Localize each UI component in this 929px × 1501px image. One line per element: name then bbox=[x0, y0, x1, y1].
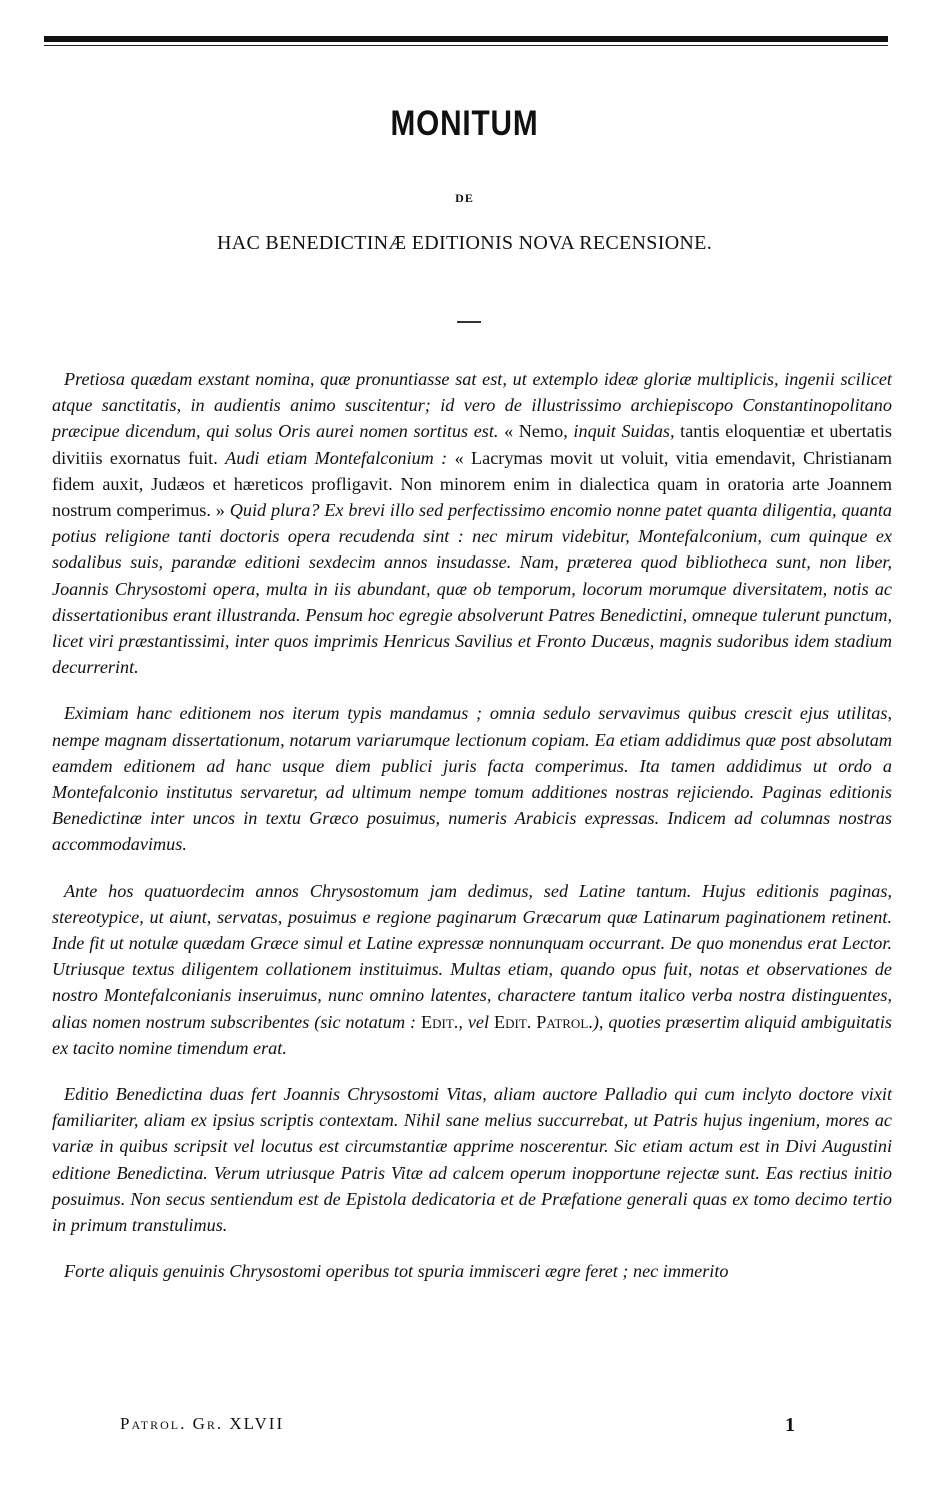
p1-italic-g: Quid plura? Ex brevi illo sed perfectissimo encomio nonne patet quanta diligentia, quanta potius religione tanti doctoris opera recudenda sint : nec mirum videbitur, Montefalconium, cum quinque ex sodalibus suis, parandæ editioni sexdecim annos insudasse. Nam, præterea quod bibliotheca sunt, non liber, Joannis Chrysostomi opera, multa in iis abundant, quæ ob temporum, locorum morumque diversitatem, notis ac dissertationibus erant illustranda. Pensum hoc egregie absolverunt Patres Benedictini, omneque tulerunt punctum, licet viri præstantissimi, inter quos imprimis Henricus Savilius et Fronto Ducæus, magnis sudoribus idem stadium decurrerint. bbox=[52, 500, 892, 678]
paragraph-5: Forte aliquis genuinis Chrysostomi operibus tot spuria immisceri ægre feret ; nec immerito bbox=[64, 1261, 729, 1282]
p3-text-e: ), quoties præsertim aliquid ambiguitatis ex tacito nomine timendum erat. bbox=[52, 1011, 892, 1058]
p1-roman-b: « Nemo, bbox=[504, 421, 574, 442]
separator-dash bbox=[457, 321, 481, 323]
p1-roman-f: « Lacrymas movit ut voluit, vitia emendavit, Christianam fidem auxit, Judæos et hæreticos profligavit. Non minorem enim in dialectica quam in oratoria arte Joannem nostrum comperimus. » bbox=[52, 447, 892, 521]
p3-edit-abbrev: Edit. bbox=[421, 1011, 459, 1032]
page-title: MONITUM bbox=[390, 104, 539, 143]
title-connector: DE bbox=[455, 191, 474, 205]
p1-roman-d: tantis eloquentiæ et ubertatis divitiis exornatus fuit. bbox=[52, 421, 893, 468]
top-rule-thin bbox=[44, 45, 888, 46]
top-rule bbox=[44, 36, 888, 42]
p3-edit-patrol-abbrev: Edit. Patrol. bbox=[494, 1011, 593, 1032]
p3-text-a: Ante hos quatuordecim annos Chrysostomum jam dedimus, sed Latine tantum. Hujus editionis paginas, stereotypice, ut aiunt, servatas, posuimus e regione paginarum Græcarum quæ Latinarum paginationem retinent. Inde fit ut notulæ quædam Græce simul et Latine expressæ nonnunquam occurrant. De quo monendus erat Lector. Utriusque textus diligentem collationem instituimus. Multas etiam, quando opus fuit, notas et observationes de nostro Montefalconianis inseruimus, nunc omnino latentes, charactere tantum italico verba nostra distinguentes, alias nomen nostrum subscribentes (sic notatum : bbox=[52, 880, 892, 1032]
footer-signature: Patrol. Gr. XLVII bbox=[120, 1414, 285, 1433]
page-number: 1 bbox=[785, 1414, 795, 1436]
page-subtitle: HAC BENEDICTINÆ EDITIONIS NOVA RECENSIONE. bbox=[217, 232, 712, 254]
p3-text-c: , vel bbox=[458, 1011, 494, 1032]
paragraph-3 bbox=[52, 878, 892, 1061]
paragraph-2: Eximiam hanc editionem nos iterum typis mandamus ; omnia sedulo servavimus quibus crescit ejus utilitas, nempe magnam dissertationum, notarum variarumque lectionum copiam. Ea etiam addidimus quæ post absolutam eamdem editionem ad hanc usque diem publici juris facta comperimus. Ita tamen addidimus ut ordo a Montefalconio institutus servaretur, ad ultimum nempe tomum additiones nostras rejiciendo. Paginas editionis Benedictinæ inter uncos in textu Græco posuimus, numeris Arabicis expressas. Indicem ad columnas nostras accommodavimus. bbox=[52, 703, 892, 855]
p1-italic-a: Pretiosa quædam exstant nomina, quæ pronuntiasse sat est, ut extemplo ideæ gloriæ multiplicis, ingenii scilicet atque sanctitatis, in audientis animo suscitentur; id vero de illustrissimo archiepiscopo Constantinopolitano præcipue dicendum, qui solus Oris aurei nomen sortitus est. bbox=[52, 369, 892, 442]
body-text bbox=[52, 366, 892, 1285]
paragraph-1 bbox=[52, 366, 892, 680]
paragraph-4: Editio Benedictina duas fert Joannis Chrysostomi Vitas, aliam auctore Palladio qui cum inclyto doctore vixit familiariter, aliam ex ipsius scriptis contextam. Nihil sane melius succurrebat, ut Patris hujus ingenium, mores ac variæ in quibus scripsit vel locutus est circumstantiæ apprime noscerentur. Sic etiam actum est in Divi Augustini editione Benedictina. Verum utriusque Patris Vitæ ad calcem operum inopportune rejectæ sunt. Eas rectius initio posuimus. Non secus sentiendum est de Epistola dedicatoria et de Præfatione generali quas ex tomo decimo tertio in primum transtulimus. bbox=[52, 1084, 892, 1236]
p1-italic-e: Audi etiam Montefalconium : bbox=[225, 447, 448, 468]
p1-italic-c: inquit Suidas, bbox=[573, 421, 675, 442]
